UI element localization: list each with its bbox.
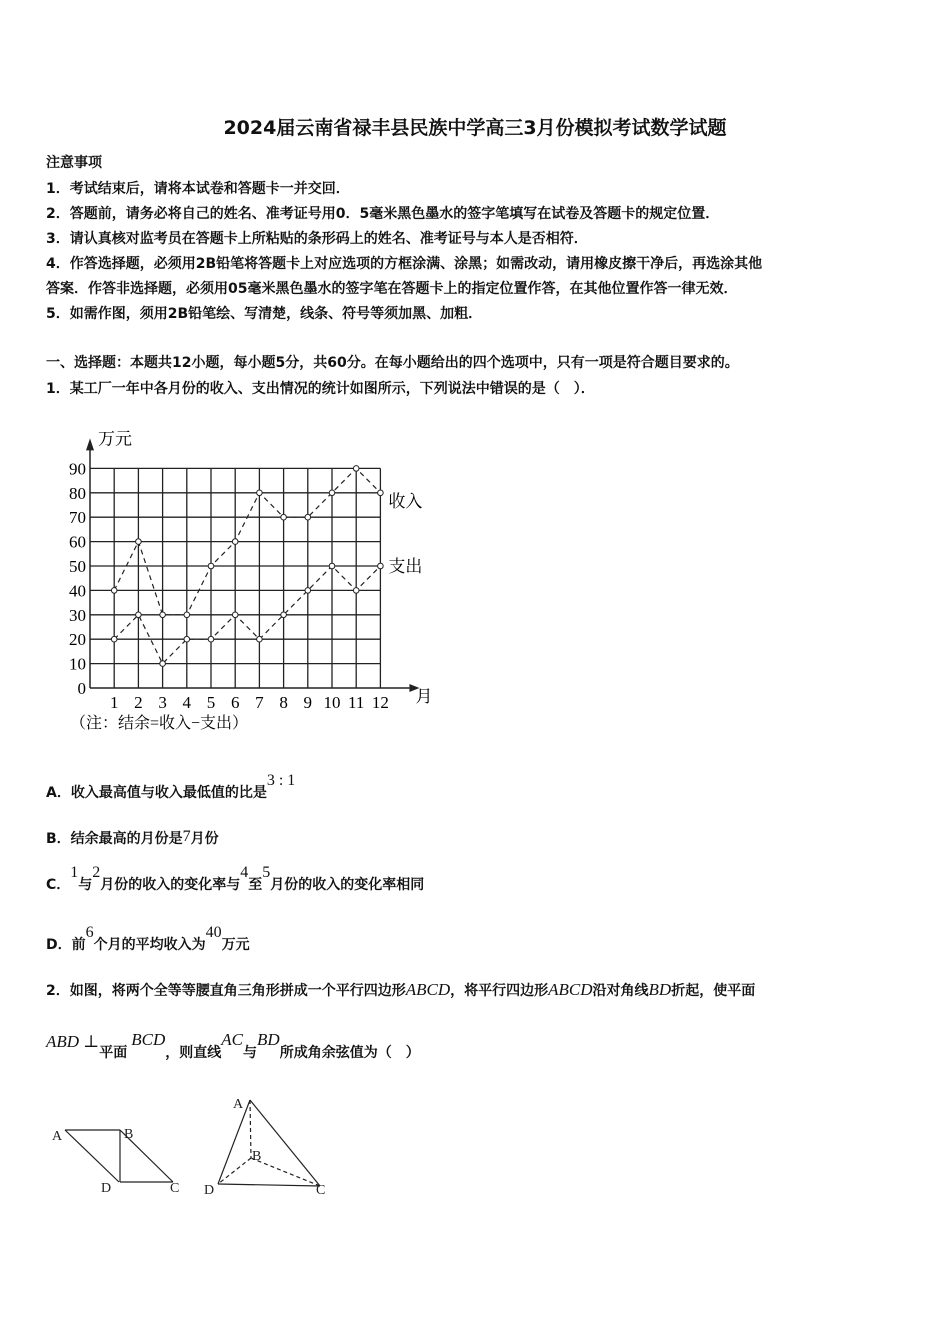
x-tick-label: 4	[182, 693, 192, 712]
data-point	[329, 563, 335, 569]
option-label: A．	[46, 785, 71, 801]
option-text: 个月的平均收入为	[93, 937, 206, 953]
option-text: 前	[71, 937, 86, 953]
data-point	[232, 612, 238, 618]
vertex-label: C	[170, 1181, 180, 1196]
option-c[interactable]	[46, 864, 425, 894]
option-math: 1	[70, 864, 79, 881]
data-point	[353, 466, 359, 472]
y-tick-label: 80	[69, 483, 86, 503]
y-tick-label: 0	[77, 679, 86, 698]
data-point	[111, 588, 117, 594]
notice-line: 3．请认真核对监考员在答题卡上所粘贴的条形码上的姓名、准考证号与本人是否相符．	[46, 231, 588, 247]
vertex-label: D	[101, 1181, 112, 1196]
y-tick-label: 90	[69, 459, 86, 479]
x-tick-label: 8	[279, 693, 288, 712]
option-math: 3 : 1	[266, 772, 296, 789]
x-tick-label: 6	[230, 693, 240, 712]
notice-heading: 注意事项	[46, 155, 102, 171]
y-tick-label: 70	[69, 508, 86, 528]
option-text: 月份的收入的变化率相同	[270, 877, 425, 893]
notice-line: 答案．作答非选择题，必须用05毫米黑色墨水的签字笔在答题卡上的指定位置作答，在其他位置作答一律无效．	[46, 281, 738, 297]
y-tick-label: 30	[69, 605, 86, 625]
vertex-label: D	[204, 1183, 215, 1198]
vertex-label: B	[252, 1149, 262, 1164]
x-tick-label: 7	[255, 693, 264, 712]
parallelogram-figure	[40, 1090, 190, 1200]
question-2-stem: 2．如图，将两个全等等腰直角三角形拼成一个平行四边形ABCD，将平行四边形ABCD沿对角线BD折起，使平面	[46, 980, 756, 999]
data-point	[160, 612, 166, 618]
y-axis-arrow	[86, 438, 94, 450]
tetrahedron-figure	[200, 1090, 340, 1200]
option-text: 月份的收入的变化率与	[100, 877, 241, 893]
option-math: 2	[92, 864, 101, 881]
data-point	[232, 539, 238, 545]
data-point	[208, 563, 214, 569]
x-tick-label: 10	[323, 693, 341, 712]
data-point	[257, 490, 263, 496]
option-text: 至	[248, 877, 263, 893]
data-point	[281, 514, 287, 520]
option-math: 7	[182, 828, 191, 845]
vertex-label: A	[233, 1097, 244, 1112]
y-tick-label: 40	[69, 581, 86, 601]
option-math: 5	[262, 864, 271, 881]
x-axis-label: 月	[415, 687, 433, 706]
data-point	[378, 563, 384, 569]
option-a[interactable]	[46, 772, 296, 802]
data-point	[378, 490, 384, 496]
data-point	[305, 588, 311, 594]
x-tick-label: 11	[348, 693, 365, 712]
page-title: 2024届云南省禄丰县民族中学高三3月份模拟考试数学试题	[223, 117, 727, 139]
option-math: 4	[240, 864, 249, 881]
option-label: C．	[46, 877, 71, 893]
chart-note: （注：结余=收入−支出）	[70, 715, 249, 732]
x-tick-label: 12	[371, 693, 389, 712]
x-tick-label: 1	[109, 693, 119, 712]
vertex-label: B	[124, 1127, 134, 1142]
x-tick-label: 5	[206, 693, 216, 712]
notice-line: 1．考试结束后，请将本试卷和答题卡一并交回．	[46, 181, 350, 197]
data-point	[184, 636, 190, 642]
data-point	[329, 490, 335, 496]
option-math: 40	[205, 924, 222, 941]
legend-label: 支出	[388, 557, 423, 576]
y-tick-label: 20	[69, 630, 86, 650]
vertex-label: A	[52, 1129, 63, 1144]
data-point	[257, 636, 263, 642]
question-1-stem: 1．某工厂一年中各月份的收入、支出情况的统计如图所示，下列说法中错误的是（ ）．	[46, 381, 595, 397]
section-heading: 一、选择题：本题共12小题，每小题5分，共60分。在每小题给出的四个选项中，只有一项是符合题目要求的。	[46, 355, 739, 371]
option-math: 6	[85, 924, 94, 941]
x-tick-label: 3	[158, 693, 167, 712]
x-tick-label: 2	[134, 693, 143, 712]
legend-label: 收入	[388, 491, 423, 511]
option-text: 月份	[190, 831, 219, 847]
notice-line: 2．答题前，请务必将自己的姓名、准考证号用0．5毫米黑色墨水的签字笔填写在试卷及答题卡的规定位置．	[46, 206, 720, 222]
data-point	[281, 612, 287, 618]
option-text: 万元	[221, 937, 250, 953]
option-b[interactable]	[46, 828, 219, 848]
y-axis-label: 万元	[98, 429, 132, 449]
data-point	[208, 636, 214, 642]
option-text: 收入最高值与收入最低值的比是	[70, 785, 267, 801]
data-point	[111, 636, 117, 642]
data-point	[136, 612, 142, 618]
data-point	[305, 514, 311, 520]
data-point	[160, 661, 166, 667]
y-tick-label: 50	[69, 557, 86, 576]
data-point	[353, 588, 359, 594]
option-d[interactable]	[46, 924, 250, 954]
data-point	[136, 539, 142, 545]
option-label: D．	[46, 937, 72, 953]
vertex-label: C	[316, 1183, 326, 1198]
x-tick-label: 9	[303, 693, 313, 712]
y-tick-label: 10	[69, 654, 86, 674]
option-text: 结余最高的月份是	[70, 831, 183, 847]
notice-line: 4．作答选择题，必须用2B铅笔将答题卡上对应选项的方框涂满、涂黑；如需改动，请用橡皮擦干净后，再选涂其他	[46, 256, 763, 272]
question-2-stem-line2: ABD ⊥平面BCD，则直线AC与BD所成角余弦值为（ ）	[46, 1030, 420, 1061]
data-point	[184, 612, 190, 618]
y-tick-label: 60	[69, 532, 86, 552]
notice-line: 5．如需作图，须用2B铅笔绘、写清楚，线条、符号等须加黑、加粗．	[46, 306, 483, 322]
option-label: B．	[46, 831, 71, 847]
income-expense-chart	[40, 420, 440, 740]
option-text: 与	[78, 877, 93, 893]
